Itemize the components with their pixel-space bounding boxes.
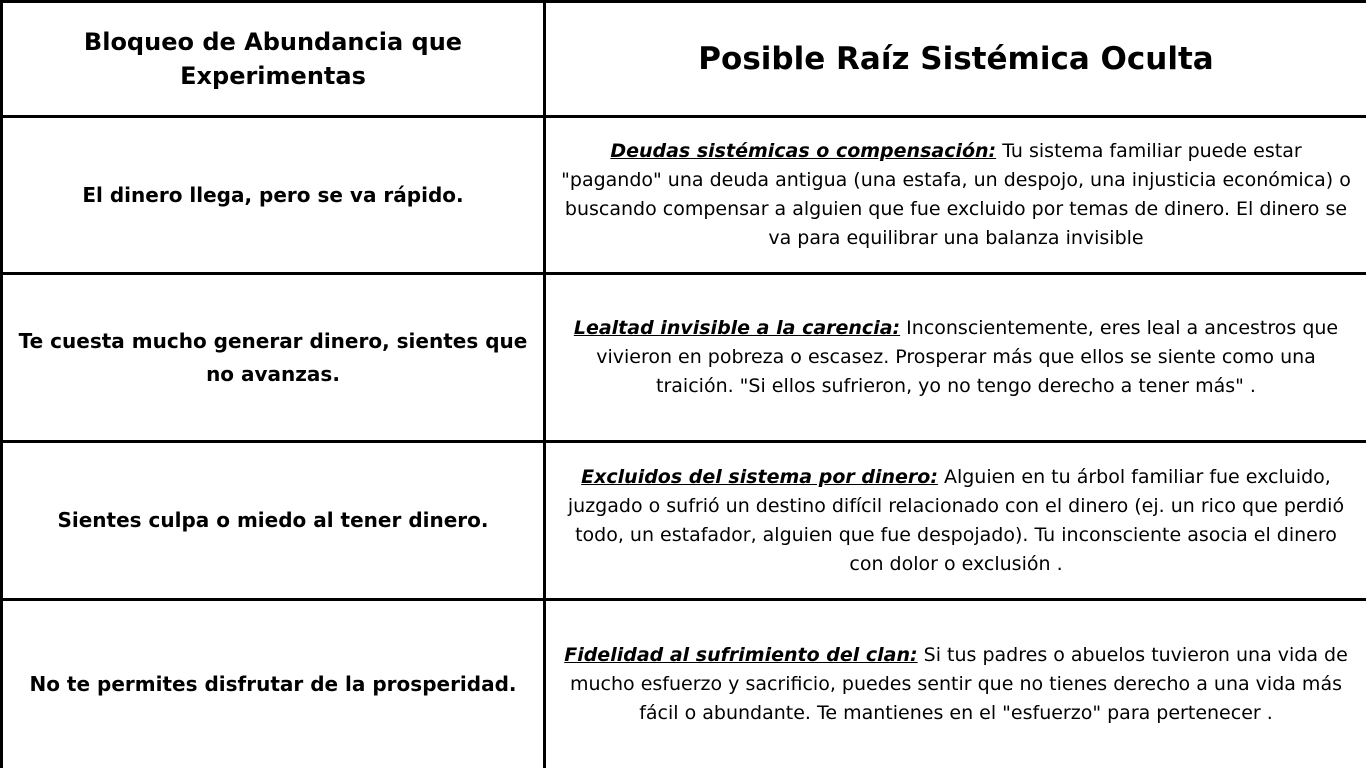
root-cause-cell xyxy=(545,274,1366,442)
root-cause-explanation: Inconscientemente, eres leal a ancestros que vivieron en pobreza o escasez. Prosperar más que ellos se siente como una traición. "Si ellos sufrieron, yo no tengo derecho a tener más" . xyxy=(596,317,1339,397)
table-row xyxy=(2,274,1366,442)
root-cause-cell xyxy=(545,442,1366,600)
root-cause-cell xyxy=(545,600,1366,768)
block-cell: Te cuesta mucho generar dinero, sientes que no avanzas. xyxy=(2,274,545,442)
table-header-row xyxy=(2,2,1366,117)
table-row xyxy=(2,117,1366,274)
header-abundance-block: Bloqueo de Abundancia que Experimentas xyxy=(2,2,545,117)
table-row xyxy=(2,442,1366,600)
root-cause-cell xyxy=(545,117,1366,274)
root-cause-term: Lealtad invisible a la carencia: xyxy=(573,317,901,339)
root-cause-explanation: Si tus padres o abuelos tuvieron una vida de mucho esfuerzo y sacrificio, puedes sentir que no tienes derecho a una vida más fácil o abundante. Te mantienes en el "esfuerzo" para pertenecer . xyxy=(570,644,1348,724)
block-cell: No te permites disfrutar de la prosperidad. xyxy=(2,600,545,768)
block-cell: El dinero llega, pero se va rápido. xyxy=(2,117,545,274)
root-cause-term: Fidelidad al sufrimiento del clan: xyxy=(564,644,918,666)
block-cell: Sientes culpa o miedo al tener dinero. xyxy=(2,442,545,600)
root-cause-explanation: Alguien en tu árbol familiar fue excluido, juzgado o sufrió un destino difícil relacionado con el dinero (ej. un rico que perdió todo, un estafador, alguien que fue despojado). Tu inconsciente asocia el dinero con dolor o exclusión . xyxy=(567,465,1345,575)
root-cause-term: Excluidos del sistema por dinero: xyxy=(581,465,938,488)
header-hidden-systemic-root: Posible Raíz Sistémica Oculta xyxy=(545,2,1366,117)
table-row xyxy=(2,600,1366,768)
root-cause-explanation: Tu sistema familiar puede estar "pagando" una deuda antigua (una estafa, un despojo, una injusticia económica) o buscando compensar a alguien que fue excluido por temas de dinero. El dinero se va para equilibrar una balanza invisible xyxy=(561,140,1351,249)
root-cause-term: Deudas sistémicas o compensación: xyxy=(610,140,997,162)
